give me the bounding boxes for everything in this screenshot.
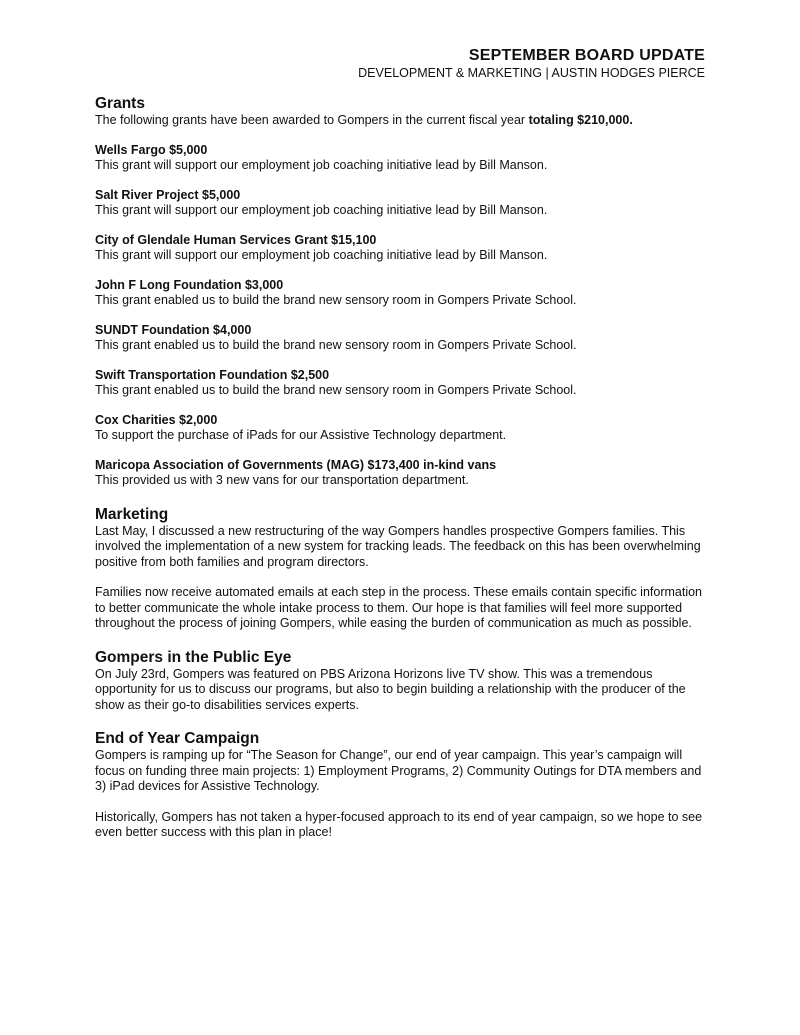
- campaign-heading: End of Year Campaign: [95, 730, 260, 747]
- grant-name: Salt River Project $5,000: [95, 187, 241, 202]
- grant-description: To support the purchase of iPads for our Assistive Technology department.: [95, 428, 507, 442]
- grant-item: [95, 278, 715, 309]
- public-eye-paragraph: On July 23rd, Gompers was featured on PBS Arizona Horizons live TV show. This was a tremendous opportunity for us to discuss our programs, but also to begin building a relationship with the producer of the show as their go-to disabilities services experts.: [95, 666, 686, 712]
- document-title: SEPTEMBER BOARD UPDATE: [468, 47, 705, 64]
- grant-name: Maricopa Association of Governments (MAG) $173,400 in-kind vans: [95, 457, 497, 472]
- grant-name: John F Long Foundation $3,000: [95, 277, 284, 292]
- grant-name: Cox Charities $2,000: [95, 412, 218, 427]
- document-subtitle: DEVELOPMENT & MARKETING | AUSTIN HODGES PIERCE: [358, 66, 705, 80]
- public-eye-heading: Gompers in the Public Eye: [95, 648, 292, 666]
- grant-description: This grant will support our employment job coaching initiative lead by Bill Manson.: [95, 158, 548, 172]
- grant-item: [95, 458, 715, 489]
- grants-intro: [95, 113, 715, 129]
- document-header: [358, 46, 705, 81]
- grant-description: This grant enabled us to build the brand new sensory room in Gompers Private School.: [95, 293, 577, 307]
- grant-name: Wells Fargo $5,000: [95, 142, 208, 157]
- grants-intro-text: The following grants have been awarded to Gompers in the current fiscal year: [95, 113, 529, 127]
- campaign-paragraph: Gompers is ramping up for “The Season for Change”, our end of year campaign. This year’s campaign will focus on funding three main projects: 1) Employment Programs, 2) Community Outings for DTA members and 3) iPad devices for Assistive Technology.: [95, 748, 702, 793]
- grants-heading: Grants: [95, 95, 145, 112]
- grant-description: This grant will support our employment job coaching initiative lead by Bill Manson.: [95, 248, 548, 262]
- grant-description: This provided us with 3 new vans for our transportation department.: [95, 473, 469, 487]
- grants-section: [95, 94, 715, 489]
- grant-description: This grant will support our employment job coaching initiative lead by Bill Manson.: [95, 203, 548, 217]
- grant-name: City of Glendale Human Services Grant $15,100: [95, 232, 377, 247]
- grant-item: [95, 188, 715, 219]
- grant-name: Swift Transportation Foundation $2,500: [95, 367, 330, 382]
- grant-description: This grant enabled us to build the brand new sensory room in Gompers Private School.: [95, 338, 577, 352]
- campaign-section: [95, 729, 715, 841]
- grant-description: This grant enabled us to build the brand new sensory room in Gompers Private School.: [95, 383, 577, 397]
- document-body: [95, 94, 715, 841]
- grant-item: [95, 323, 715, 354]
- grant-item: [95, 368, 715, 399]
- marketing-paragraph: Last May, I discussed a new restructuring of the way Gompers handles prospective Gompers families. This involved the implementation of a new system for tracking leads. The feedback on this has been overwhelming positive from both families and program directors.: [95, 523, 701, 569]
- public-eye-section: [95, 648, 715, 714]
- grant-item: [95, 413, 715, 444]
- grants-total: totaling $210,000.: [528, 113, 633, 127]
- grant-item: [95, 143, 715, 174]
- marketing-section: [95, 505, 715, 632]
- campaign-paragraph: Historically, Gompers has not taken a hyper-focused approach to its end of year campaign, so we hope to see even better success with this plan in place!: [95, 809, 703, 839]
- grant-item: [95, 233, 715, 264]
- grant-name: SUNDT Foundation $4,000: [95, 322, 252, 337]
- marketing-heading: Marketing: [95, 505, 169, 523]
- marketing-paragraph: Families now receive automated emails at each step in the process. These emails contain specific information to better communicate the whole intake process to them. Our hope is that families will feel more supported throughout the process of joining Gompers, while easing the burden of communication as much as possible.: [95, 585, 703, 630]
